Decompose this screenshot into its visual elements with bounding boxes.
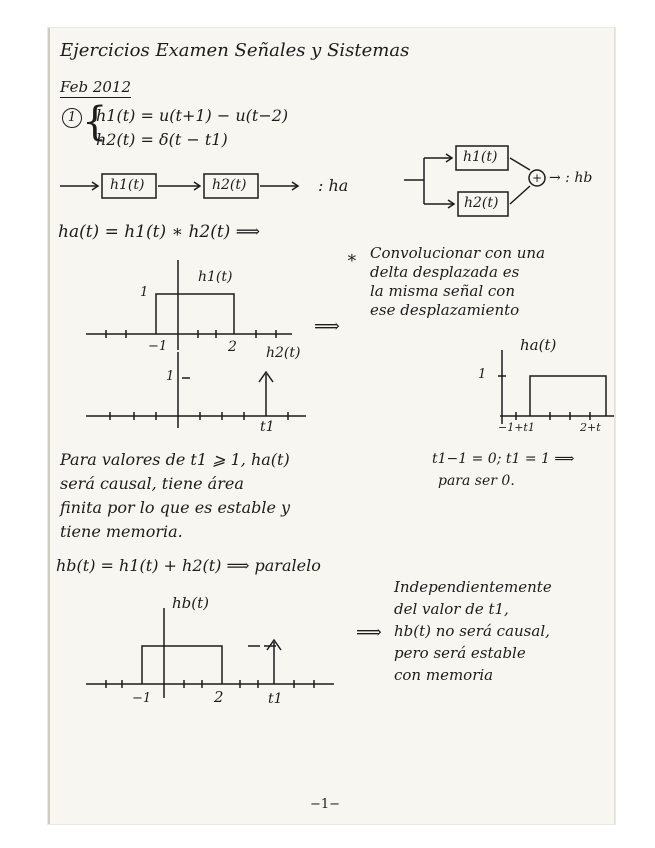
- equation-h2: h2(t) = δ(t − t1): [96, 130, 228, 149]
- ha-tick-right: 2+t: [580, 421, 601, 434]
- note-line: delta desplazada es: [370, 263, 520, 281]
- parallel-block-h1: h1(t): [463, 149, 498, 165]
- ha-plot-label: ha(t): [520, 336, 557, 354]
- ha-amp-label: 1: [478, 367, 487, 382]
- analysis-line: finita por lo que es estable y: [60, 498, 291, 517]
- analysis-line: Para valores de t1 ⩾ 1, ha(t): [60, 450, 290, 469]
- page-title: Ejercicios Examen Señales y Sistemas: [60, 40, 410, 61]
- convolution-equation: ha(t) = h1(t) ∗ h2(t) ⟹: [58, 222, 261, 242]
- date-label: Feb 2012: [60, 78, 132, 96]
- hb-rect-pulse: [142, 646, 222, 684]
- h1-tick-left: −1: [148, 339, 168, 354]
- h1-tick-right: 2: [228, 339, 237, 355]
- h2-tick-label: t1: [260, 419, 275, 435]
- analysis-ha: [60, 452, 290, 540]
- note-line: ese desplazamiento: [370, 301, 520, 319]
- side-calculation-note: para ser 0.: [438, 473, 515, 489]
- hb-tick-left: −1: [132, 691, 152, 706]
- conclusion-line: Independientemente: [394, 578, 552, 596]
- h1-rect-pulse: [156, 294, 234, 334]
- page-number: −1−: [310, 797, 341, 812]
- note-star: ∗: [346, 248, 358, 268]
- series-result-label: : ha: [318, 176, 349, 195]
- series-block-h1: h1(t): [110, 177, 145, 193]
- conclusion-line: con memoria: [394, 666, 494, 684]
- h1-plot-label: h1(t): [198, 269, 233, 285]
- hb-plot-label: hb(t): [172, 594, 209, 612]
- parallel-block-h2: h2(t): [464, 195, 499, 211]
- conclusion-hb: [394, 580, 552, 683]
- analysis-line: será causal, tiene área: [60, 474, 244, 493]
- analysis-line: tiene memoria.: [60, 522, 183, 541]
- h2-plot-label: h2(t): [266, 345, 301, 361]
- implies-arrow: ⟹: [314, 316, 340, 337]
- ha-tick-left: −1+t1: [498, 421, 535, 434]
- conclusion-line: del valor de t1,: [394, 600, 509, 618]
- exercise-number: 1: [62, 108, 82, 128]
- hb-implies-arrow: ⟹: [356, 622, 382, 643]
- notebook-page: [48, 28, 615, 824]
- hb-tick-t1: t1: [268, 691, 283, 707]
- parallel-result-label: → : hb: [549, 170, 593, 186]
- h1-amp-label: 1: [140, 285, 149, 300]
- note-line: Convolucionar con una: [370, 244, 546, 262]
- conclusion-line: pero será estable: [394, 644, 526, 662]
- note-line: la misma señal con: [370, 282, 515, 300]
- conclusion-line: hb(t) no será causal,: [394, 622, 550, 640]
- side-calculation: t1−1 = 0; t1 = 1 ⟹: [432, 451, 575, 467]
- equation-h1: h1(t) = u(t+1) − u(t−2): [96, 106, 289, 125]
- ha-rect-pulse: [530, 376, 606, 416]
- summing-junction-plus: +: [532, 171, 543, 185]
- parallel-equation: hb(t) = h1(t) + h2(t) ⟹ paralelo: [56, 556, 321, 575]
- h2-amp-label: 1: [166, 369, 175, 384]
- hb-tick-right: 2: [214, 688, 224, 706]
- equation-brace: {: [82, 99, 108, 145]
- series-block-h2: h2(t): [212, 177, 247, 193]
